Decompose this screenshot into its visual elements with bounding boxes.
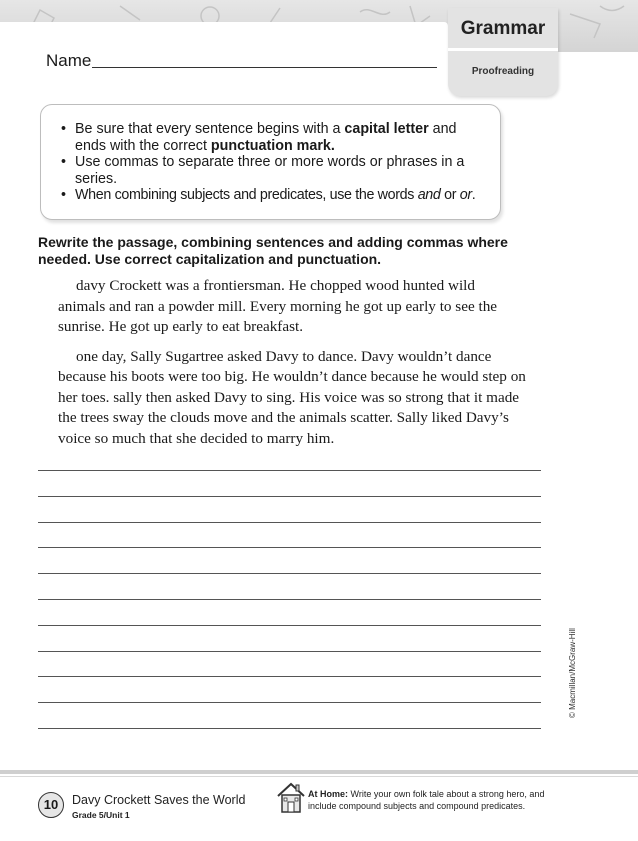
writing-line[interactable] — [38, 470, 541, 471]
passage — [58, 276, 526, 449]
story-title: Davy Crockett Saves the World — [72, 793, 246, 807]
writing-line[interactable] — [38, 728, 541, 729]
tab-subtitle: Proofreading — [471, 66, 535, 77]
bullet-icon: • — [61, 121, 67, 137]
writing-line[interactable] — [38, 573, 541, 574]
bullet-icon: • — [61, 154, 67, 170]
writing-line[interactable] — [38, 651, 541, 652]
bullet-icon: • — [61, 187, 66, 203]
footer-divider — [0, 770, 638, 774]
rule-text: punctuation mark. — [210, 137, 335, 154]
copyright-notice: © Macmillan/McGraw-Hill — [568, 628, 577, 718]
grade-unit: Grade 5/Unit 1 — [72, 810, 130, 820]
rule-text: and ends with the correct — [75, 121, 457, 154]
page-number: 10 — [38, 792, 64, 818]
rule-text: Use commas to separate three or more words or phrases in a series. — [75, 154, 465, 187]
tab-divider — [448, 48, 558, 51]
rule-text: Be sure that every sentence begins with a — [75, 121, 345, 137]
name-label: Name — [46, 51, 92, 70]
passage-paragraph: one day, Sally Sugartree asked Davy to dance. Davy wouldn’t dance because his boots were too big. He wouldn’t dance because he would step on her toes. sally then asked Davy to sing. His voice was so strong that it made the trees sway the clouds move and the animals scatter. Sally liked Davy’s voice so much that she decided to marry him. — [58, 347, 526, 447]
section-tab — [448, 8, 558, 96]
passage-paragraph: davy Crockett was a frontiersman. He chopped wood hunted wild animals and ran a powder mill. Every morning he got up early to see the sunrise. He got up early to eat breakfast. — [58, 277, 498, 335]
tab-title: Grammar — [460, 18, 546, 39]
writing-line[interactable] — [38, 676, 541, 677]
rule-text: capital letter — [344, 121, 429, 137]
rule-text: or — [459, 187, 472, 203]
writing-line[interactable] — [38, 599, 541, 600]
at-home-label: At Home: — [308, 789, 348, 799]
rules-box — [40, 104, 501, 220]
writing-line[interactable] — [38, 702, 541, 703]
rule-text: When combining subjects and predicates, use the words — [75, 187, 418, 203]
rule-text: . — [471, 187, 476, 203]
instructions: Rewrite the passage, combining sentences and adding commas where needed. Use correct capitalization and punctuation. — [38, 234, 508, 267]
name-field[interactable] — [92, 67, 437, 68]
rule-item — [61, 187, 491, 204]
rule-item — [61, 154, 491, 187]
rule-item — [61, 121, 491, 154]
rule-text: or — [440, 187, 460, 203]
at-home-note — [308, 788, 568, 812]
rule-text: and — [417, 187, 441, 203]
at-home-text: Write your own folk tale about a strong hero, and include compound subjects and compound predicates. — [308, 789, 545, 811]
writing-line[interactable] — [38, 522, 541, 523]
house-icon — [276, 780, 306, 814]
rules-list — [61, 121, 491, 204]
writing-line[interactable] — [38, 625, 541, 626]
writing-line[interactable] — [38, 547, 541, 548]
writing-line[interactable] — [38, 496, 541, 497]
footer-divider-thin — [0, 776, 638, 777]
